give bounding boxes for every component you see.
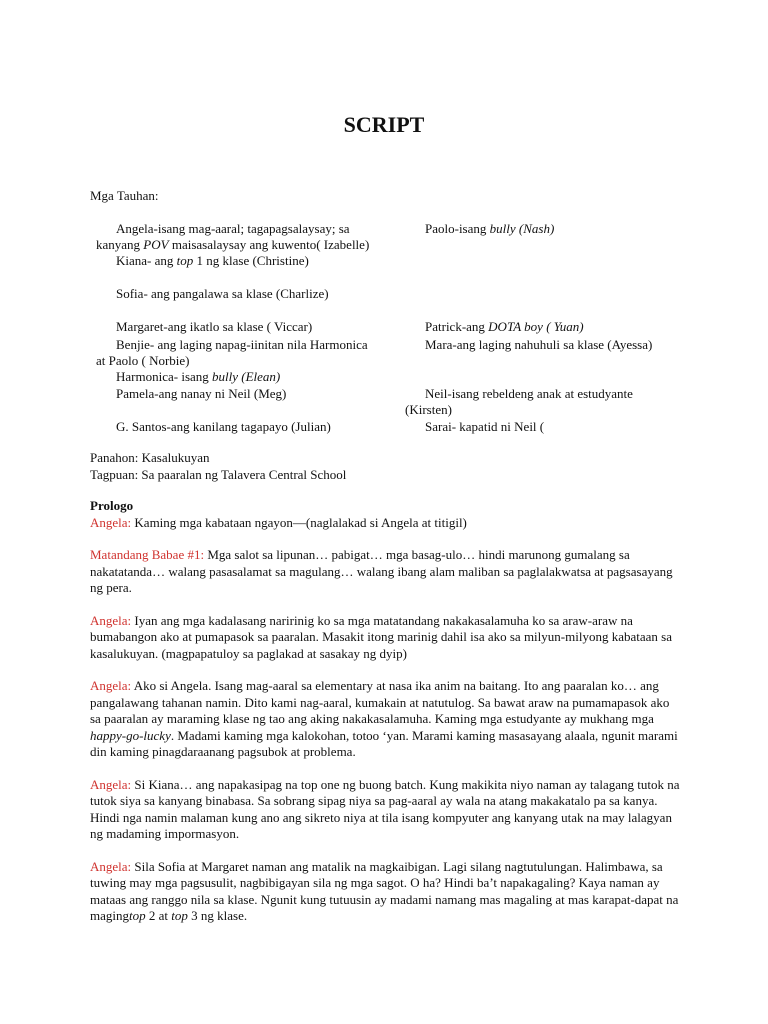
character-kiana-text: Kiana- ang top 1 ng klase (Christine) — [116, 253, 309, 268]
panahon-line: Panahon: Kasalukuyan — [90, 450, 210, 465]
character-angela-line2: kanyang POV maisasalaysay ang kuwento( Izabelle) — [96, 237, 370, 252]
character-patrick-text: Patrick-ang DOTA boy ( Yuan) — [425, 319, 584, 334]
tagpuan-line: Tagpuan: Sa paaralan ng Talavera Central School — [90, 467, 347, 482]
dialogue-paragraph: Angela: Iyan ang mga kadalasang naririnig ko sa mga matatandang nakakasalamuha ko sa araw-araw na bumabangon ako at pumapasok sa paaralan. Masakit itong marinig dahil isa ako sa milyun-milyong kabataan sa kasalukuyan. (magpapatuloy sa paglakad at sasakay ng dyip) — [90, 612, 672, 661]
dialogue-paragraph: Angela: Ako si Angela. Isang mag-aaral sa elementary at nasa ika anim na baitang. Ito ang paaralan ko… ang pangalawang tahanan namin. Dito kami nag-aaral, kumakain at natutulog. Sa bawat araw na pumamapasok ako sa paaralan ay maraming klase ng tao ang aking nakakasalamuha. Kaming mga estudyante ay mukhang mga happy-go-lucky. Madami kaming mga kalokohan, totoo ‘yan. Marami kaming masasayang alaala, ngunit marami din kaming pinagdaraanang pagsubok at problema. — [90, 678, 678, 759]
character-margaret-text: Margaret-ang ikatlo sa klase ( Viccar) — [116, 319, 313, 334]
character-benjie-line2: at Paolo ( Norbie) — [96, 353, 190, 368]
character-harmonica-text: Harmonica- isang bully (Elean) — [116, 369, 281, 384]
character-sofia-text: Sofia- ang pangalawa sa klase (Charlize) — [116, 286, 329, 301]
character-paolo-text: Paolo-isang bully (Nash) — [425, 221, 555, 236]
speaker-label: Angela: — [90, 514, 132, 530]
character-mara-text: Mara-ang laging nahuhuli sa klase (Ayessa) — [425, 337, 653, 352]
character-sarai-text: Sarai- kapatid ni Neil ( — [425, 419, 545, 434]
character-neil-line2: (Kirsten) — [405, 402, 452, 417]
characters-label: Mga Tauhan: — [90, 188, 159, 203]
character-angela-text: Angela-isang mag-aaral; tagapagsalaysay; sa — [116, 221, 350, 236]
character-benjie-text: Benjie- ang laging napag-iinitan nila Harmonica — [116, 337, 368, 352]
dialogue-paragraph: Matandang Babae #1: Mga salot sa lipunan… pabigat… mga basag-ulo… hindi marunong gumalang sa nakatatanda… walang pasasalamat sa magulang… walang ibang alam maliban sa paglalakwatsa at pagsasayang ng pera. — [90, 547, 673, 595]
dialogue-paragraph: Angela: Sila Sofia at Margaret naman ang matalik na magkaibigan. Lagi silang nagtutulungan. Halimbawa, sa tuwing may mga pagsusulit, nagbibigayan sila ng mga sagot. O ha? Hindi ba’t napakagaling? Kaya naman ay mataas ang ranggo nila sa klase. Ngunit kung tutuusin ay madami namang mas magaling at mas karapat-dapat na magingtop 2 at top 3 ng klase. — [90, 858, 679, 923]
character-santos-text: G. Santos-ang kanilang tagapayo (Julian) — [116, 419, 331, 434]
speaker-label: Matandang Babae #1: — [90, 547, 205, 562]
character-pamela-text: Pamela-ang nanay ni Neil (Meg) — [116, 386, 287, 401]
dialogue-paragraph: Angela: Kaming mga kabataan ngayon—(naglalakad si Angela at titigil) — [90, 514, 467, 530]
speaker-label: Angela: — [90, 612, 132, 628]
speaker-label: Angela: — [90, 776, 132, 792]
dialogue-paragraph: Angela: Si Kiana… ang napakasipag na top one ng buong batch. Kung makikita niyo naman ay talagang tutok na tutok siya sa kanyang binabasa. Sa sobrang sipag niya sa pag-aaral ay wala na atang makakatalo pa sa kanya. Hindi nga namin malaman kung ano ang sikreto niya at tila isang kompyuter ang kanyang utak na may lalagyan ng madaming impormasyon. — [90, 776, 680, 841]
prologo-heading: Prologo — [90, 498, 134, 513]
character-neil-text: Neil-isang rebeldeng anak at estudyante — [425, 386, 633, 401]
speaker-label: Angela: — [90, 858, 132, 874]
speaker-label: Angela: — [90, 678, 132, 693]
page-title: SCRIPT — [343, 112, 425, 137]
script-body — [90, 498, 680, 941]
